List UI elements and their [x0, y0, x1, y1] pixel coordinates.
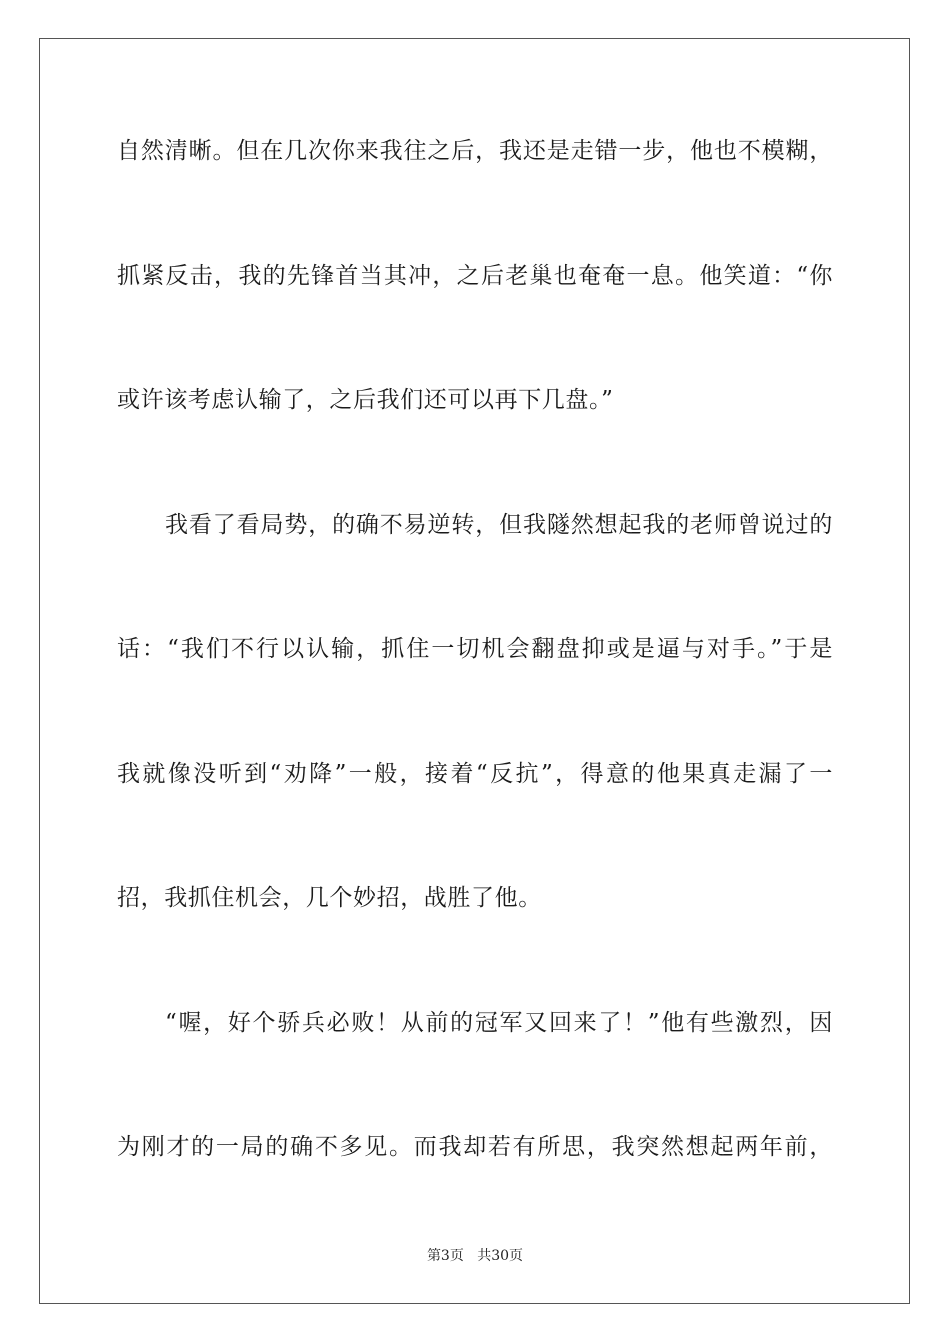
- body-text-line: 我看了看局势，的确不易逆转，但我隧然想起我的老师曾说过的: [165, 512, 833, 538]
- page-total: 共30页: [477, 1248, 524, 1264]
- body-text-line: “喔，好个骄兵必败！从前的冠军又回来了！”他有些激烈，因: [165, 1010, 833, 1036]
- page-footer: [0, 1246, 950, 1266]
- page-border: [39, 38, 910, 1304]
- body-text-line: 自然清晰。但在几次你来我往之后，我还是走错一步，他也不模糊，: [117, 138, 833, 164]
- body-text-line: 话：“我们不行以认输，抓住一切机会翻盘抑或是逼与对手。”于是: [117, 636, 833, 662]
- page-number: 第3页: [426, 1248, 464, 1264]
- body-text-line: 招，我抓住机会，几个妙招，战胜了他。: [117, 885, 542, 911]
- body-text-line: 或许该考虑认输了，之后我们还可以再下几盘。”: [117, 387, 614, 413]
- body-text-line: 我就像没听到“劝降”一般，接着“反抗”，得意的他果真走漏了一: [117, 761, 833, 787]
- body-text-line: 抓紧反击，我的先锋首当其冲，之后老巢也奄奄一息。他笑道：“你: [117, 263, 833, 289]
- body-text-line: 为刚才的一局的确不多见。而我却若有所思，我突然想起两年前，: [117, 1134, 833, 1160]
